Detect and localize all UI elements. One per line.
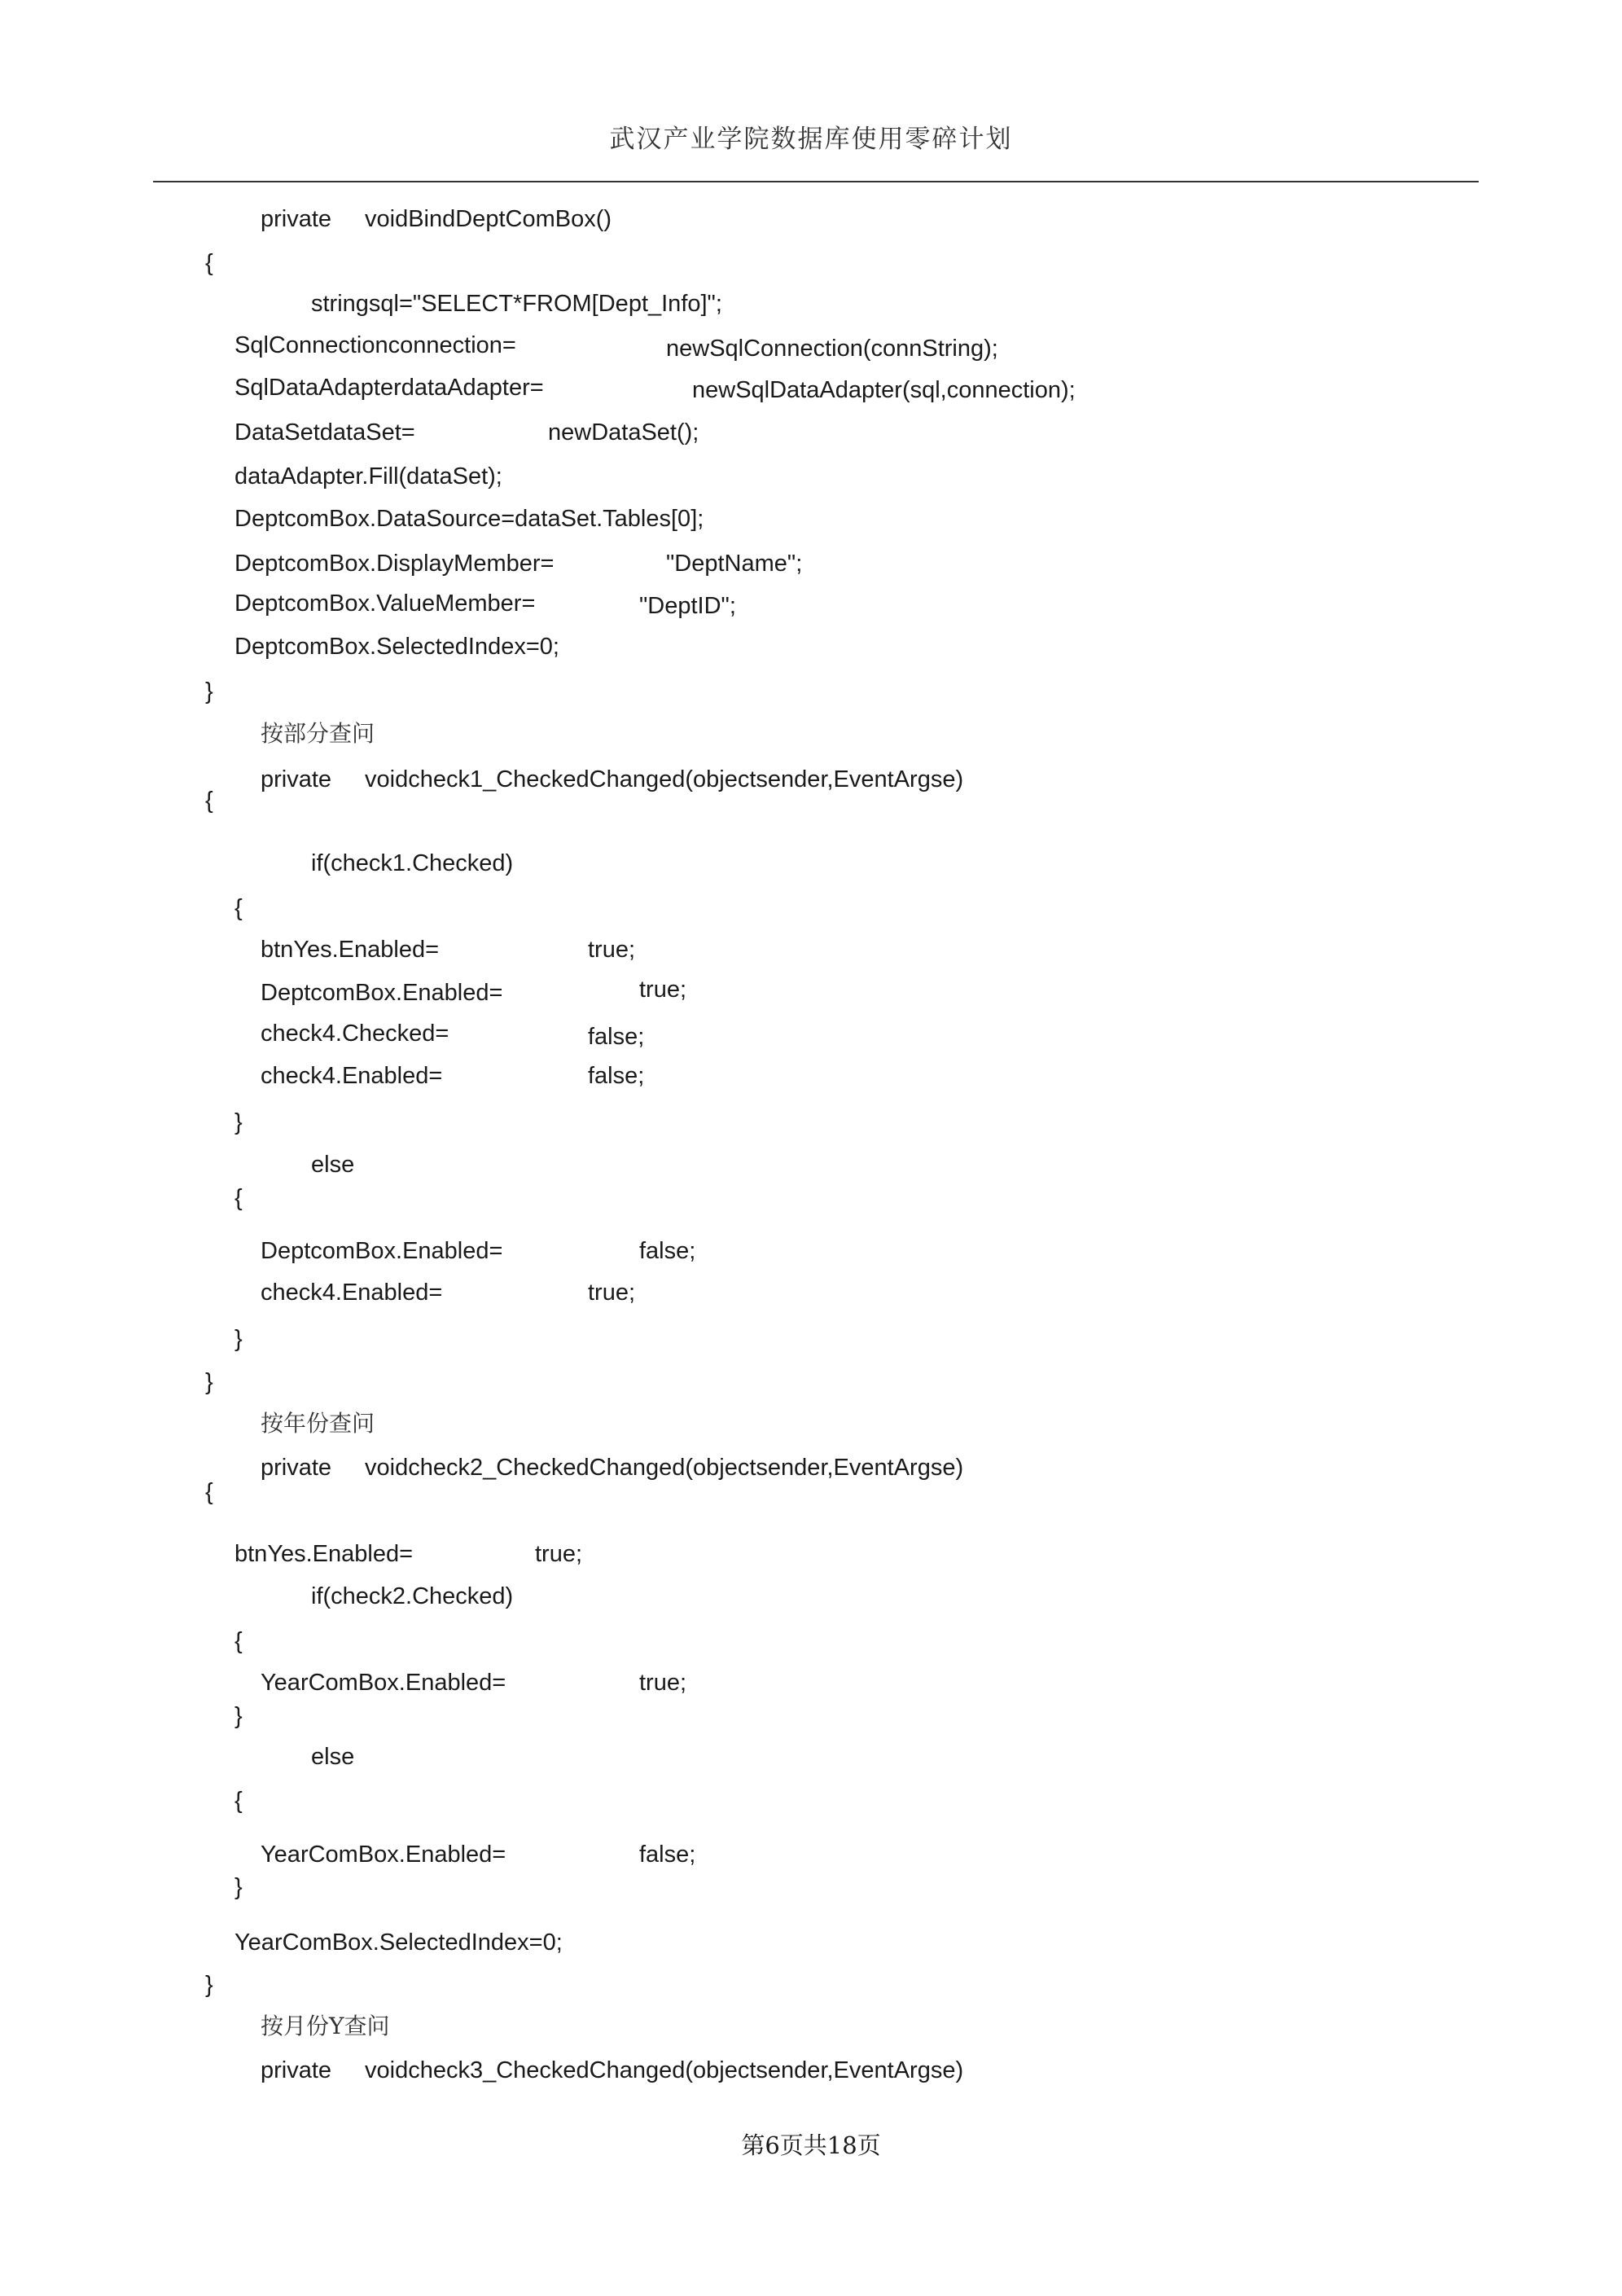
code-token: newDataSet();: [548, 419, 699, 446]
code-token: false;: [639, 1842, 696, 1868]
code-token: DeptcomBox.ValueMember=: [235, 590, 536, 617]
code-token: voidcheck2_CheckedChanged(objectsender,EventArgse): [365, 1455, 964, 1481]
code-token: stringsql="SELECT*FROM[Dept_Info]";: [311, 291, 722, 317]
code-token: }: [205, 678, 213, 705]
code-token: private: [261, 1455, 332, 1481]
code-token: {: [235, 1788, 243, 1814]
code-token: true;: [588, 937, 636, 963]
code-token: }: [235, 1874, 243, 1900]
code-token: DataSetdataSet=: [235, 419, 415, 446]
code-token: SqlDataAdapterdataAdapter=: [235, 375, 544, 401]
code-token: DeptcomBox.DisplayMember=: [235, 551, 555, 577]
code-token: }: [235, 1703, 243, 1729]
code-token: newSqlConnection(connString);: [666, 336, 998, 362]
code-token: false;: [639, 1238, 696, 1264]
code-token: {: [205, 1479, 213, 1505]
code-token: true;: [588, 1280, 636, 1306]
code-token: private: [261, 206, 332, 232]
code-token: }: [235, 1109, 243, 1135]
code-token: "DeptID";: [639, 593, 736, 619]
code-token: {: [205, 788, 213, 814]
code-token: DeptcomBox.Enabled=: [261, 1238, 503, 1264]
code-token: DeptcomBox.SelectedIndex=0;: [235, 634, 559, 660]
page-number: 第6页共18页: [741, 2131, 881, 2159]
code-token: btnYes.Enabled=: [235, 1541, 414, 1567]
code-token: private: [261, 766, 332, 792]
code-token: YearComBox.SelectedIndex=0;: [235, 1929, 563, 1956]
code-comment: 按月份Y查问: [261, 2013, 390, 2039]
code-token: check4.Enabled=: [261, 1063, 443, 1089]
code-token: DeptcomBox.DataSource=dataSet.Tables[0];: [235, 506, 704, 532]
code-comment: 按年份查问: [261, 1410, 375, 1437]
header-rule: [153, 181, 1479, 182]
code-token: voidcheck3_CheckedChanged(objectsender,EventArgse): [365, 2057, 964, 2083]
code-token: newSqlDataAdapter(sql,connection);: [692, 377, 1076, 403]
code-token: private: [261, 2057, 332, 2083]
code-token: {: [205, 250, 213, 276]
code-token: true;: [639, 977, 687, 1003]
code-token: }: [235, 1326, 243, 1352]
code-token: if(check1.Checked): [311, 850, 514, 876]
code-token: }: [205, 1369, 213, 1395]
code-token: {: [235, 1628, 243, 1654]
code-token: DeptcomBox.Enabled=: [261, 980, 503, 1006]
code-token: check4.Checked=: [261, 1021, 449, 1047]
code-token: check4.Enabled=: [261, 1280, 443, 1306]
code-token: true;: [535, 1541, 583, 1567]
code-token: else: [311, 1744, 355, 1770]
page-header: 武汉产业学院数据库使用零碎计划: [609, 125, 1013, 154]
code-token: btnYes.Enabled=: [261, 937, 440, 963]
code-token: }: [205, 1972, 213, 1998]
code-token: else: [311, 1152, 355, 1178]
code-token: "DeptName";: [666, 551, 803, 577]
code-token: false;: [588, 1063, 645, 1089]
code-token: dataAdapter.Fill(dataSet);: [235, 463, 502, 489]
code-token: voidcheck1_CheckedChanged(objectsender,EventArgse): [365, 766, 964, 792]
code-token: {: [235, 1185, 243, 1211]
code-comment: 按部分查问: [261, 720, 375, 747]
code-token: SqlConnectionconnection=: [235, 332, 516, 358]
code-token: if(check2.Checked): [311, 1583, 514, 1609]
code-token: true;: [639, 1670, 687, 1696]
code-token: false;: [588, 1024, 645, 1050]
code-token: voidBindDeptComBox(): [365, 206, 612, 232]
code-token: YearComBox.Enabled=: [261, 1842, 506, 1868]
code-token: {: [235, 895, 243, 921]
code-token: YearComBox.Enabled=: [261, 1670, 506, 1696]
